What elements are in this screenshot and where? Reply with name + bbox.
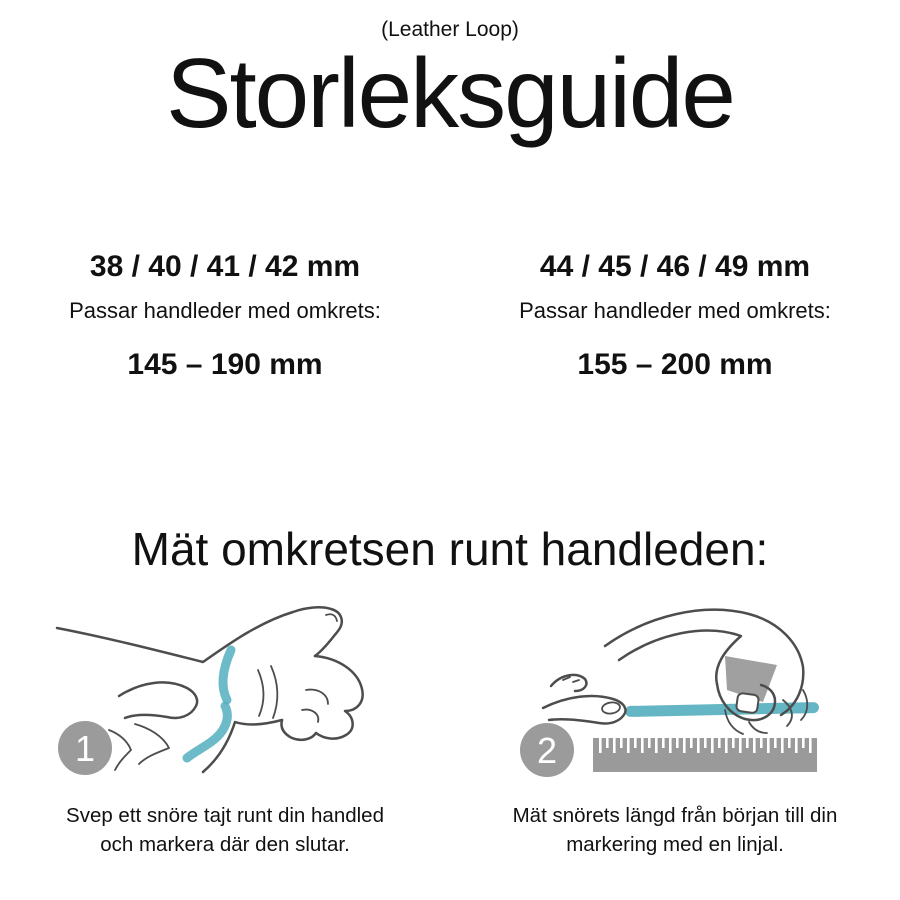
- wrist-range-large: 155 – 200 mm: [577, 348, 773, 381]
- string-band-upper: [223, 650, 231, 700]
- step-1-number: 1: [74, 728, 96, 769]
- ruler-measure-illustration: [485, 598, 865, 796]
- step-2-caption: Mät snörets längd från början till din markering med en linjal.: [512, 804, 838, 856]
- step-2: [450, 598, 900, 859]
- ruler-tick-marks: [597, 738, 813, 772]
- size-column-large: [450, 250, 900, 382]
- page-title: Storleksguide: [166, 38, 734, 148]
- wrist-range-small: 145 – 190 mm: [127, 348, 323, 381]
- product-subtitle: (Leather Loop): [381, 18, 519, 41]
- size-column-small: [0, 250, 450, 382]
- step-1: [0, 598, 450, 859]
- measure-heading: Mät omkretsen runt handleden:: [131, 523, 769, 575]
- fits-label-small: Passar handleder med omkrets:: [69, 298, 381, 323]
- step-2-number: 2: [536, 730, 558, 771]
- wrist-string-illustration: [35, 598, 415, 796]
- fits-label-large: Passar handleder med omkrets:: [519, 298, 831, 323]
- case-sizes-small: 38 / 40 / 41 / 42 mm: [89, 250, 361, 283]
- step-1-caption: Svep ett snöre tajt runt din handled och markera där den slutar.: [66, 804, 384, 856]
- size-columns: [0, 250, 900, 382]
- case-sizes-large: 44 / 45 / 46 / 49 mm: [539, 250, 811, 283]
